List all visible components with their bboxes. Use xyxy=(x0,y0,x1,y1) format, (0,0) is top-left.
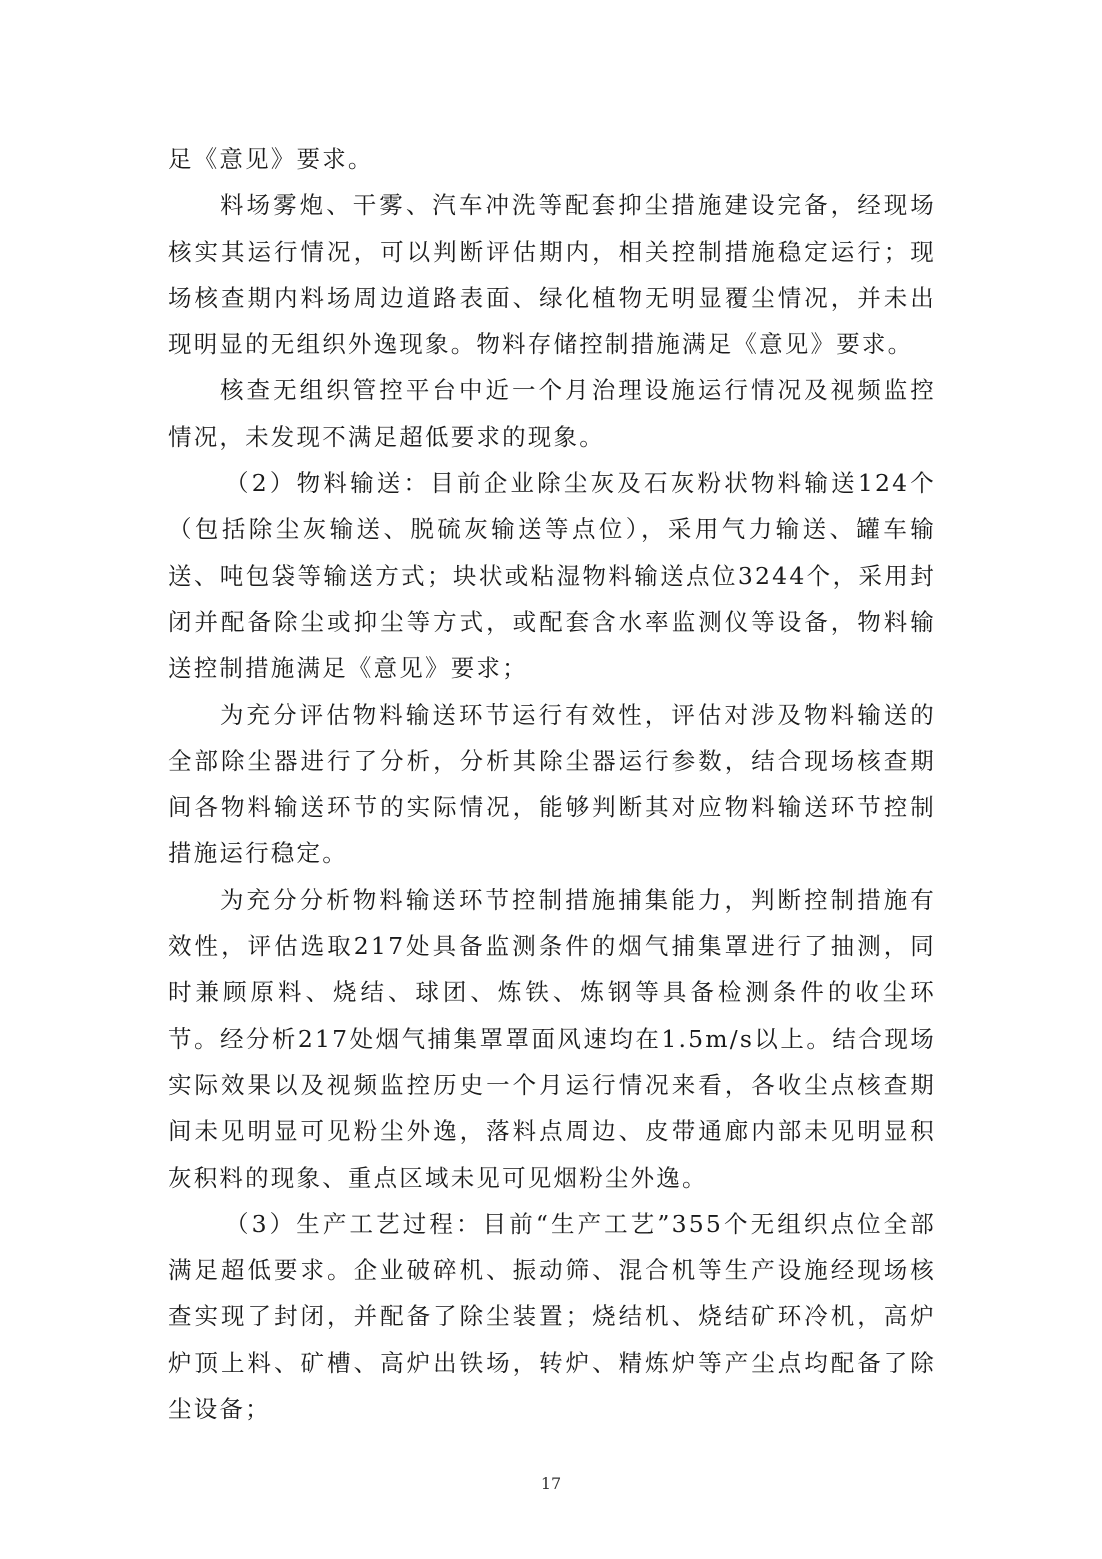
paragraph-material-yard: 料场雾炮、干雾、汽车冲洗等配套抑尘措施建设完备，经现场核实其运行情况，可以判断评估期内，相关控制措施稳定运行；现场核查期内料场周边道路表面、绿化植物无明显覆尘情况，并未出现明显的无组织外逸现象。物料存储控制措施满足《意见》要求。 xyxy=(168,191,936,359)
paragraph-material-transport: （2）物料输送：目前企业除尘灰及石灰粉状物料输送124个（包括除尘灰输送、脱硫灰输送等点位），采用气力输送、罐车输送、吨包袋等输送方式；块状或粘湿物料输送点位3244个，采用封闭并配备除尘或抑尘等方式，或配套含水率监测仪等设备，物料输送控制措施满足《意见》要求； xyxy=(168,469,936,683)
paragraph-platform-check: 核查无组织管控平台中近一个月治理设施运行情况及视频监控情况，未发现不满足超低要求的现象。 xyxy=(168,376,936,451)
paragraph-capture-capacity: 为充分分析物料输送环节控制措施捕集能力，判断控制措施有效性，评估选取217处具备监测条件的烟气捕集罩进行了抽测，同时兼顾原料、烧结、球团、炼铁、炼钢等具备检测条件的收尘环节。经分析217处烟气捕集罩罩面风速均在1.5m/s以上。结合现场实际效果以及视频监控历史一个月运行情况来看，各收尘点核查期间未见明显可见粉尘外逸，落料点周边、皮带通廊内部未见明显积灰积料的现象、重点区域未见可见烟粉尘外逸。 xyxy=(168,885,936,1192)
paragraph-continuation: 足《意见》要求。 xyxy=(168,145,374,173)
document-body xyxy=(168,136,936,1432)
page-number: 17 xyxy=(540,1474,562,1493)
paragraph-transport-effectiveness: 为充分评估物料输送环节运行有效性，评估对涉及物料输送的全部除尘器进行了分析，分析其除尘器运行参数，结合现场核查期间各物料输送环节的实际情况，能够判断其对应物料输送环节控制措施运行稳定。 xyxy=(168,700,936,868)
paragraph-production-process: （3）生产工艺过程：目前“生产工艺”355个无组织点位全部满足超低要求。企业破碎机、振动筛、混合机等生产设施经现场核查实现了封闭，并配备了除尘装置；烧结机、烧结矿环冷机，高炉炉顶上料、矿槽、高炉出铁场，转炉、精炼炉等产尘点均配备了除尘设备； xyxy=(168,1209,936,1424)
